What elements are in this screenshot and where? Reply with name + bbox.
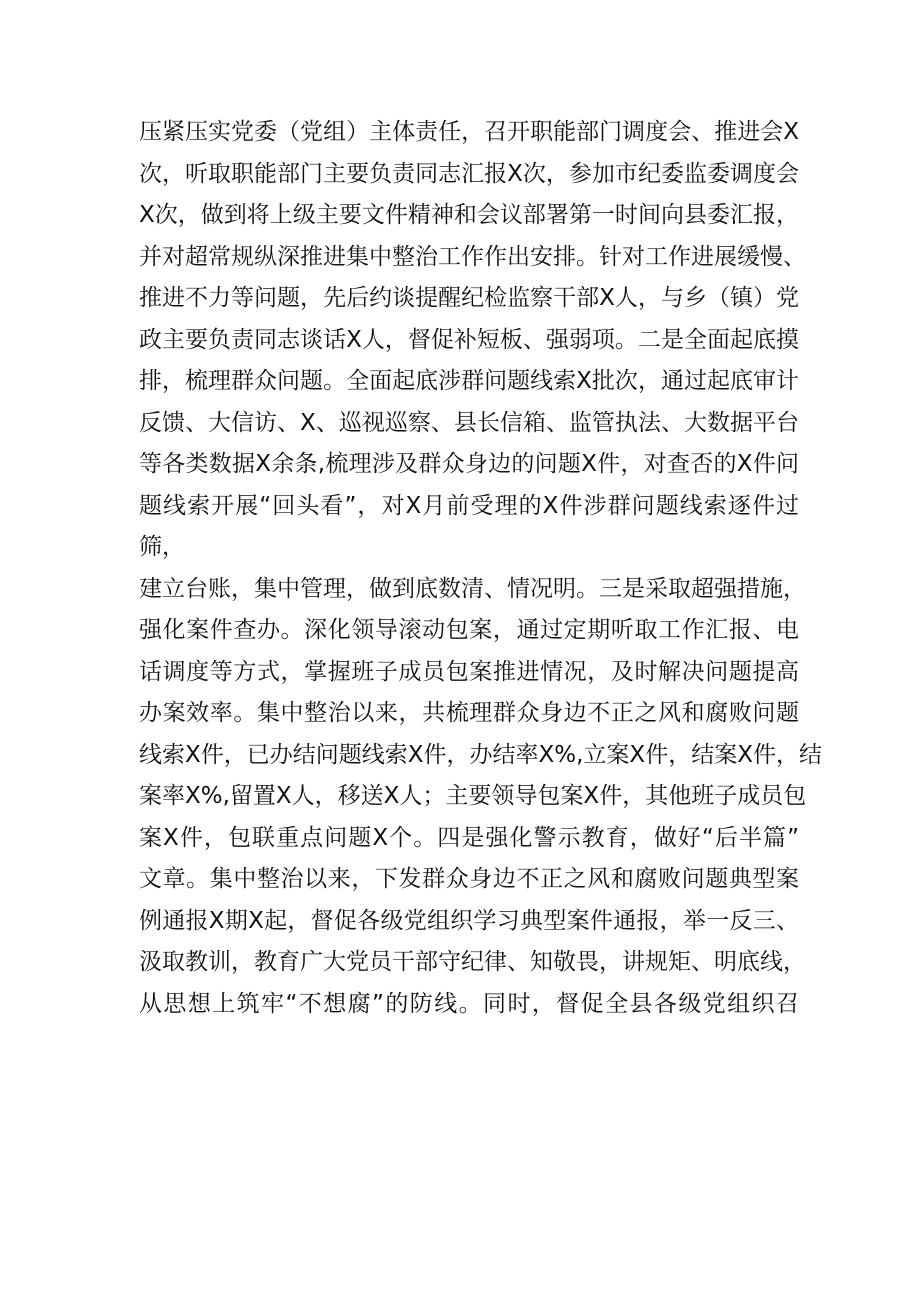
text-line: 线索X件，已办结问题线索X件，办结率X%,立案X件，结案X件，结	[139, 741, 822, 768]
text-line: 排，梳理群众问题。全面起底涉群问题线索X批次，通过起底审计	[139, 368, 799, 394]
text-line: 政主要负责同志谈话X人，督促补短板、强弱项。二是全面起底摸	[139, 326, 799, 353]
text-line: 反馈、大信访、X、巡视巡察、县长信箱、监管执法、大数据平台	[139, 409, 799, 436]
text-line: 文章。集中整治以来，下发群众身边不正之风和腐败问题典型案	[139, 866, 799, 892]
body-text	[139, 112, 822, 1025]
text-line: 强化案件查办。深化领导滚动包案，通过定期听取工作汇报、电	[139, 617, 799, 643]
text-line: 例通报X期X起，督促各级党组织学习典型案件通报，举一反三、	[139, 907, 799, 934]
text-line: 压紧压实党委（党组）主体责任，召开职能部门调度会、推进会X	[139, 119, 799, 145]
text-line: 题线索开展“回头看”，对X月前受理的X件涉群问题线索逐件过	[139, 492, 799, 519]
text-line: 汲取教训，教育广大党员干部守纪律、知敬畏，讲规矩、明底线，	[139, 949, 806, 975]
paragraph-2	[139, 569, 822, 1026]
text-line: 办案效率。集中整治以来，共梳理群众身边不正之风和腐败问题	[139, 700, 799, 726]
text-line: 话调度等方式，掌握班子成员包案推进情况，及时解决问题提高	[139, 658, 799, 685]
text-line: 筛，	[139, 534, 185, 560]
text-line: 并对超常规纵深推进集中整治工作作出安排。针对工作进展缓慢、	[139, 243, 806, 270]
text-line: 建立台账，集中管理，做到底数清、情况明。三是采取超强措施，	[139, 575, 806, 602]
text-line: 推进不力等问题，先后约谈提醒纪检监察干部X人，与乡（镇）党	[139, 285, 799, 311]
text-line: 从思想上筑牢“不想腐”的防线。同时，督促全县各级党组织召	[139, 990, 799, 1017]
text-line: 次，听取职能部门主要负责同志汇报X次，参加市纪委监委调度会	[139, 160, 799, 187]
text-line: 等各类数据X余条,梳理涉及群众身边的问题X件，对查否的X件问	[139, 451, 799, 477]
text-line: 案率X%,留置X人，移送X人；主要领导包案X件，其他班子成员包	[139, 783, 807, 809]
paragraph-1	[139, 112, 806, 569]
text-line: 案X件，包联重点问题X个。四是强化警示教育，做好“后半篇”	[139, 824, 799, 851]
text-line: X次，做到将上级主要文件精神和会议部署第一时间向县委汇报，	[139, 202, 799, 228]
